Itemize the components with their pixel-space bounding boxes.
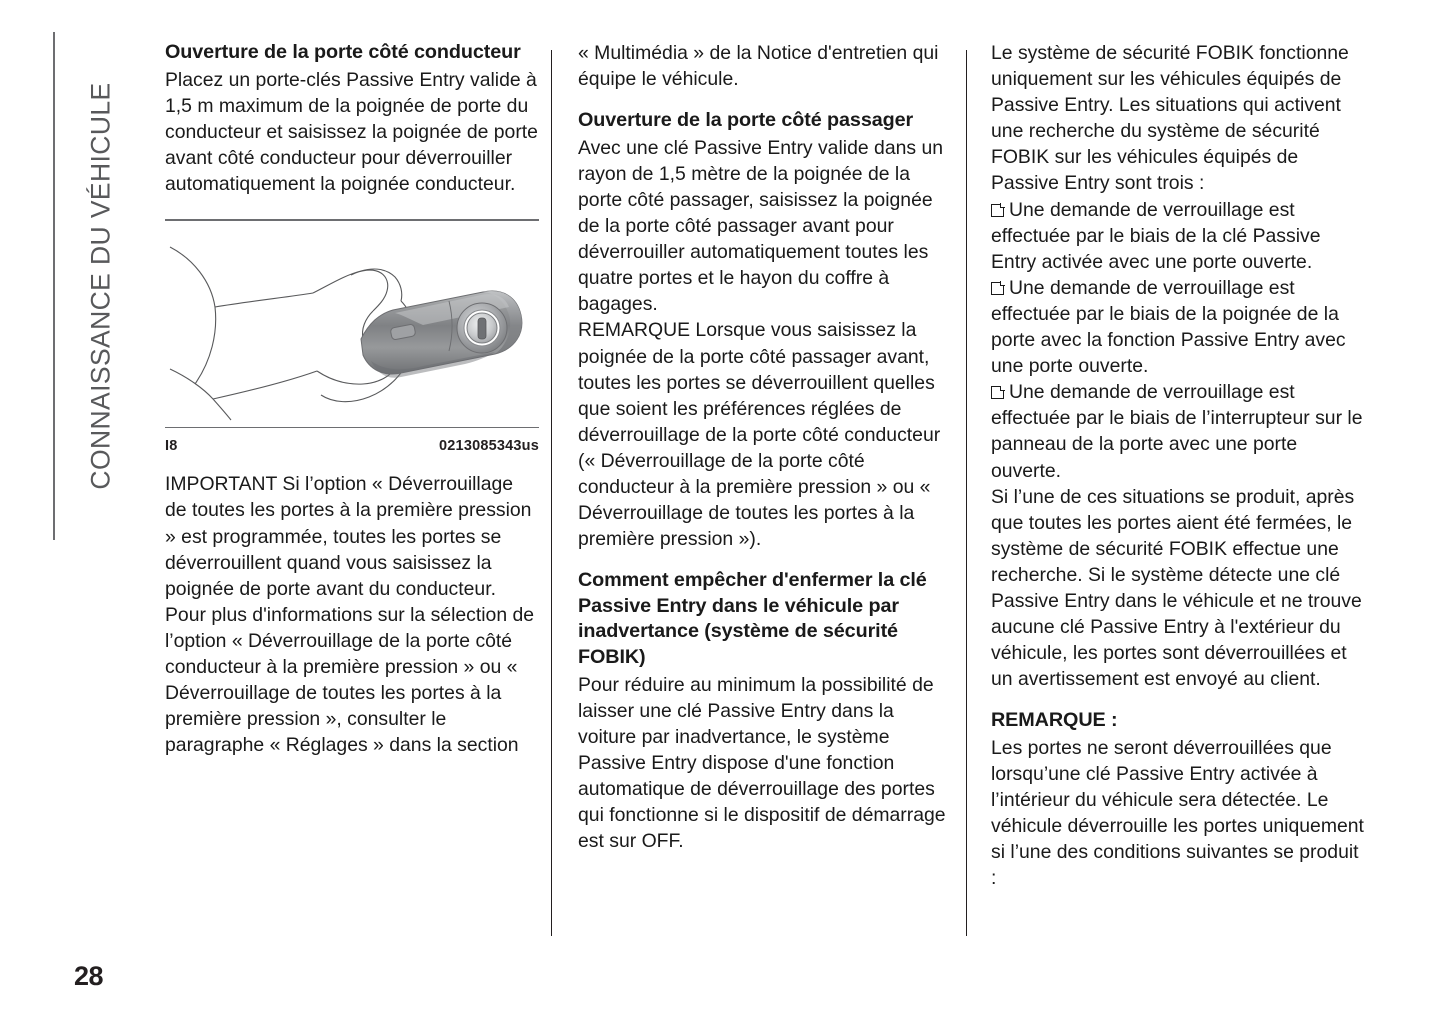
paragraph-multimedia-notice: « Multimédia » de la Notice d'entretien qui équipe le véhicule. (578, 42, 939, 91)
column-right (991, 40, 1366, 892)
list-item-label: Une demande de verrouillage est effectuée par le biais de la poignée de la porte avec la fonction Passive Entry avec une porte ouverte. (991, 276, 1346, 378)
square-bullet-icon (991, 204, 1004, 217)
paragraph-portes-deverrouillees: Les portes ne seront déverrouillées que lorsqu’une clé Passive Entry activée à l’intérieur du véhicule sera détectée. Le véhicule déverrouille les portes uniquement si l’une des conditions suivantes se produit : (991, 736, 1364, 890)
paragraph-reduire-possibilite-cle: Pour réduire au minimum la possibilité de laisser une clé Passive Entry dans la voiture par inadvertance, le système Passive Entry dispose d'une fonction automatique de déverrouillage des portes qui fonctionne si le dispositif de démarrage est sur OFF. (578, 673, 946, 853)
column-divider-1 (551, 50, 552, 936)
list-item-label: Une demande de verrouillage est effectuée par le biais de l’interrupteur sur le panneau de la porte avec une porte ouverte. (991, 381, 1363, 482)
heading-ouverture-porte-conducteur: Ouverture de la porte côté conducteur (165, 41, 521, 63)
square-bullet-icon (991, 386, 1004, 399)
list-item (991, 379, 1366, 483)
figure-illustration (165, 221, 539, 427)
figure-caption-left: I8 (165, 438, 178, 455)
section-tab-label: CONNAISSANCE DU VÉHICULE (85, 82, 116, 490)
figure-door-handle (165, 219, 539, 459)
list-item-label: Une demande de verrouillage est effectuée par le biais de la clé Passive Entry activée avec une porte ouverte. (991, 198, 1321, 273)
paragraph-systeme-securite-fobik: Le système de sécurité FOBIK fonctionne uniquement sur les véhicules équipés de Passive Entry. Les situations qui activent une recherche du système de sécurité FOBIK sur les véhicules équipés de Passive Entry sont trois : (991, 42, 1349, 195)
column-divider-2 (966, 50, 967, 936)
list-item (991, 197, 1366, 275)
column-left (165, 40, 540, 758)
figure-caption (165, 428, 539, 459)
section-tab (78, 36, 124, 536)
column-middle (578, 40, 953, 854)
section-tab-rule (53, 32, 55, 540)
heading-ouverture-porte-passager: Ouverture de la porte côté passager (578, 109, 914, 132)
heading-remarque: REMARQUE : (991, 709, 1118, 732)
paragraph-placez-porte-cles: Placez un porte-clés Passive Entry valide à 1,5 m maximum de la poignée de porte du conducteur et saisissez la poignée de porte avant côté conducteur pour déverrouiller automatiquement la poignée conducteur. (165, 68, 538, 195)
paragraph-si-une-situation-se-produit: Si l’une de ces situations se produit, après que toutes les portes aient été fermées, le système de sécurité FOBIK effectue une recherche. Si le système détecte une clé Passive Entry dans le véhicule et ne trouve aucune clé Passive Entry à l'extérieur du véhicule, les portes sont déverrouillées et un avertissement est envoyé au client. (991, 485, 1362, 691)
square-bullet-icon (991, 282, 1004, 295)
paragraph-cle-passive-entry-passager: Avec une clé Passive Entry valide dans un rayon de 1,5 mètre de la poignée de la porte côté passager, saisissez la poignée de la porte côté passager avant pour déverrouiller automatiquement toutes les quatre portes et le hayon du coffre à bagages. (578, 136, 944, 316)
heading-comment-empecher-enfermer-cle: Comment empêcher d'enfermer la clé Passive Entry dans le véhicule par inadvertance (système de sécurité FOBIK) (578, 569, 927, 669)
figure-caption-right: 0213085343us (439, 438, 539, 455)
paragraph-important-deverrouillage: IMPORTANT Si l’option « Déverrouillage de toutes les portes à la première pression » est programmée, toutes les portes se déverrouillent quand vous saisissez la poignée de porte avant du conducteur. Pour plus d'informations sur la sélection de l’option « Déverrouillage de la porte côté conducteur à la première pression » ou « Déverrouillage de toutes les portes à la première pression », consulter le paragraphe « Réglages » dans la section (165, 473, 535, 757)
paragraph-remarque-poignee-passager: REMARQUE Lorsque vous saisissez la poignée de la porte côté passager avant, toutes les portes se déverrouillent quelles que soient les préférences réglées de déverrouillage de la porte côté conducteur (« Déverrouillage de la porte côté conducteur à la première pression » ou « Déverrouillage de toutes les portes à la première pression »). (578, 319, 941, 551)
page-number: 28 (74, 961, 104, 991)
list-item (991, 275, 1366, 379)
